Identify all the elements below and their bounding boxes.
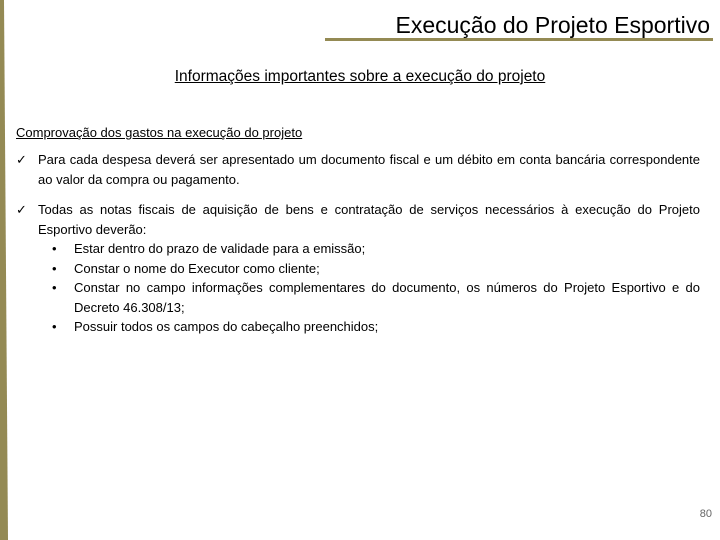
bullet-item-text: Possuir todos os campos do cabeçalho preenchidos;: [74, 319, 379, 334]
bullet-icon: •: [52, 319, 57, 334]
checklist-item-text: Para cada despesa deverá ser apresentado um documento fiscal e um débito em conta bancária correspondente ao valor da compra ou pagamento.: [38, 152, 700, 187]
bullet-icon: •: [52, 280, 57, 295]
bullet-item: [38, 239, 700, 259]
bullet-item-text: Constar no campo informações complementares do documento, os números do Projeto Esportivo e do Decreto 46.308/13;: [74, 280, 700, 315]
bullet-item-text: Constar o nome do Executor como cliente;: [74, 260, 320, 276]
checklist-item: [16, 200, 700, 337]
checklist-item: [16, 150, 700, 189]
checklist-item-text: Todas as notas fiscais de aquisição de bens e contratação de serviços necessários à execução do Projeto Esportivo deverão:: [38, 202, 700, 237]
checkmark-icon: ✓: [16, 152, 27, 167]
bullet-item: [38, 278, 700, 317]
checkmark-icon: ✓: [16, 202, 27, 217]
subtitle: Informações importantes sobre a execução do projeto: [174, 68, 546, 85]
bullet-icon: •: [52, 260, 57, 276]
title-underline-rule: [325, 38, 713, 41]
page-number: 80: [699, 508, 712, 520]
bullet-item: [38, 259, 700, 279]
page-title: Execução do Projeto Esportivo: [395, 12, 710, 38]
section-heading: Comprovação dos gastos na execução do projeto: [16, 125, 303, 140]
bullet-list: [38, 239, 700, 337]
bullet-icon: •: [52, 241, 57, 256]
bullet-item: [38, 317, 700, 337]
bullet-item-text: Estar dentro do prazo de validade para a emissão;: [74, 241, 366, 256]
